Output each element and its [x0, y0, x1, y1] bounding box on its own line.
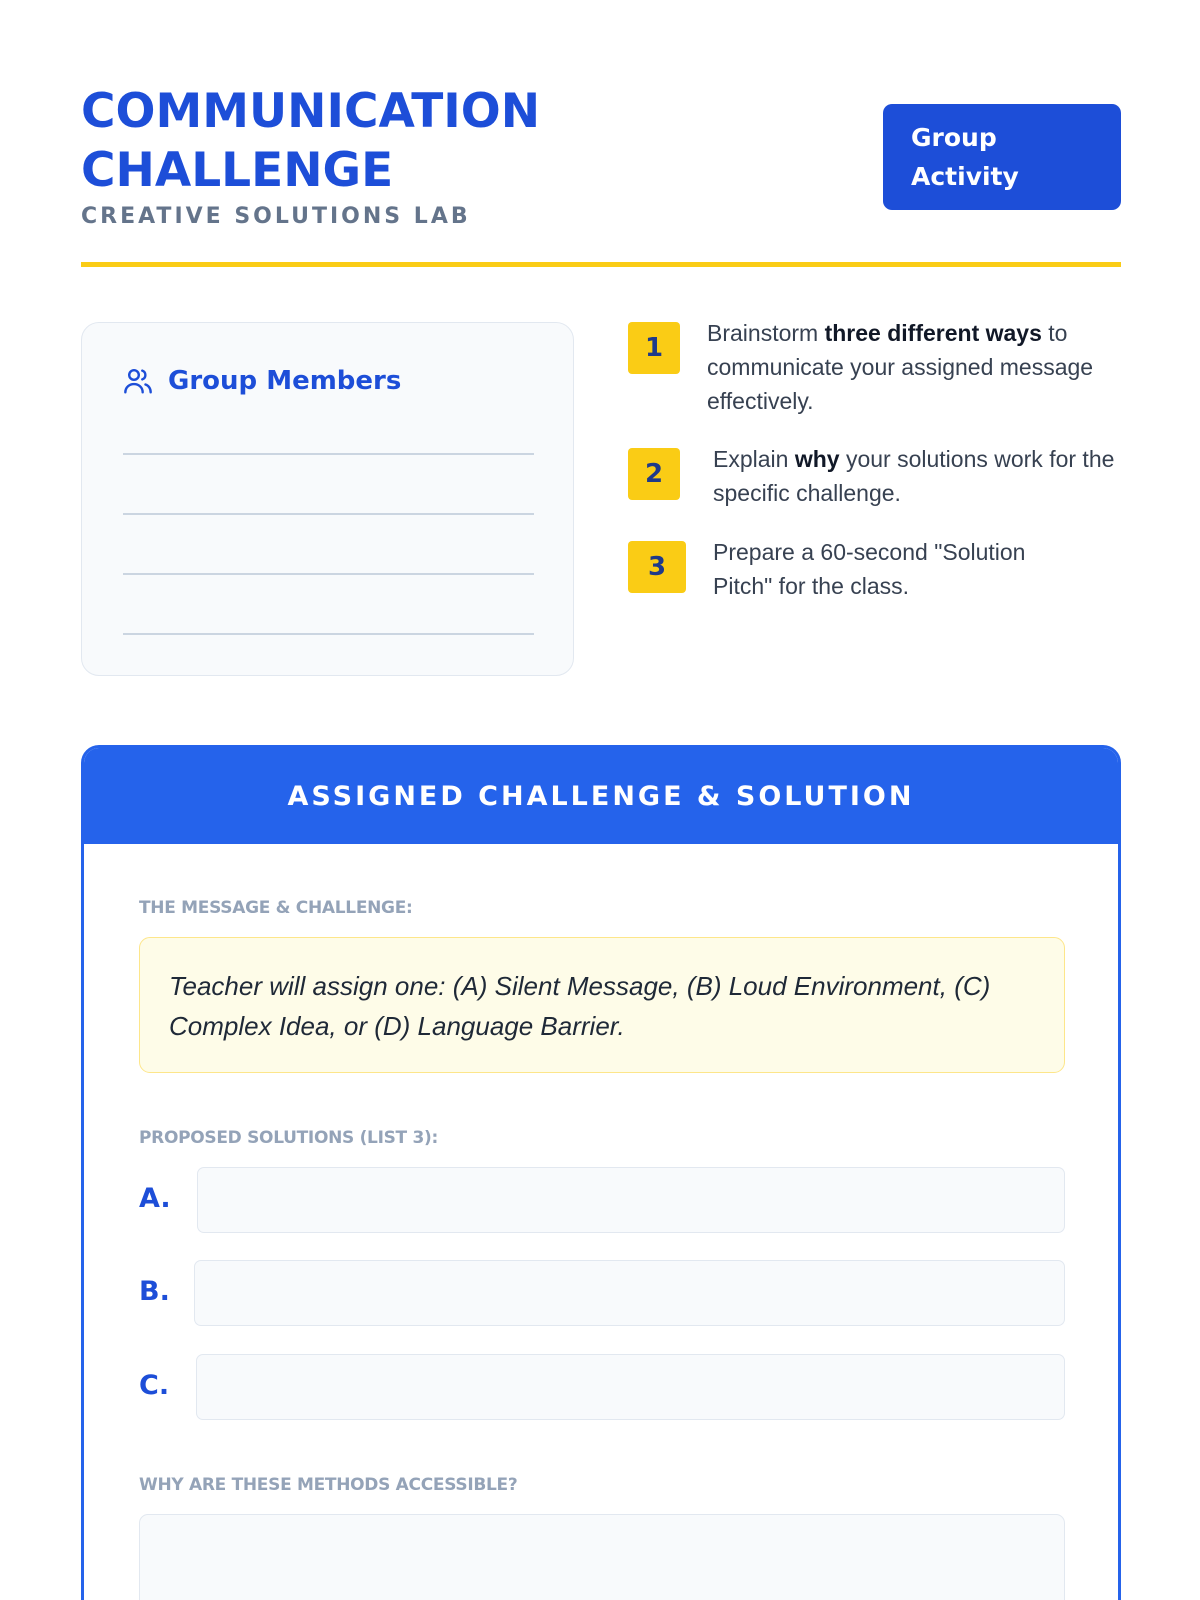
challenge-panel: [81, 745, 1121, 1600]
page-title: [81, 82, 681, 200]
member-name-line-2[interactable]: [123, 513, 534, 515]
step-1: [628, 322, 1107, 418]
challenge-panel-title: ASSIGNED CHALLENGE & SOLUTION: [84, 748, 1118, 844]
group-members-header: [122, 365, 401, 397]
solution-row-c: [139, 1354, 1065, 1420]
step-text: Prepare a 60-second "Solution Pitch" for the class.: [713, 539, 1026, 599]
badge-line-2: Activity: [911, 162, 1019, 191]
users-icon: [122, 365, 154, 397]
member-name-line-1[interactable]: [123, 453, 534, 455]
step-number: 1: [628, 322, 680, 374]
challenge-box: Teacher will assign one: (A) Silent Message, (B) Loud Environment, (C) Complex Idea, or (D) Language Barrier.: [139, 937, 1065, 1073]
step-2: [628, 448, 1123, 510]
step-3: [628, 541, 1083, 603]
step-number: 2: [628, 448, 680, 500]
solution-row-b: [139, 1260, 1065, 1326]
member-name-line-3[interactable]: [123, 573, 534, 575]
title-line-1: COMMUNICATION: [81, 84, 541, 139]
challenge-label: THE MESSAGE & CHALLENGE:: [139, 898, 413, 918]
page-header: [81, 82, 1121, 232]
group-members-title: Group Members: [168, 366, 402, 396]
solution-row-a: [139, 1167, 1065, 1233]
step-number: 3: [628, 541, 686, 593]
solution-letter: A.: [139, 1183, 171, 1214]
group-activity-badge: [883, 104, 1121, 210]
solution-letter: B.: [139, 1276, 170, 1307]
badge-line-1: Group: [911, 123, 997, 152]
solution-input-a[interactable]: [197, 1167, 1065, 1233]
solution-input-b[interactable]: [194, 1260, 1065, 1326]
member-name-line-4[interactable]: [123, 633, 534, 635]
page-subtitle: CREATIVE SOLUTIONS LAB: [81, 204, 471, 229]
step-text: Explain why your solutions work for the specific challenge.: [713, 446, 1115, 506]
solutions-label: PROPOSED SOLUTIONS (LIST 3):: [139, 1128, 438, 1148]
why-accessible-label: WHY ARE THESE METHODS ACCESSIBLE?: [139, 1475, 518, 1495]
group-members-card: [81, 322, 574, 676]
title-line-2: CHALLENGE: [81, 143, 394, 198]
step-text: Brainstorm three different ways to communicate your assigned message effectively.: [707, 320, 1094, 414]
solution-input-c[interactable]: [196, 1354, 1065, 1420]
why-accessible-input[interactable]: [139, 1514, 1065, 1600]
header-divider: [81, 262, 1121, 267]
solution-letter: C.: [139, 1370, 170, 1401]
